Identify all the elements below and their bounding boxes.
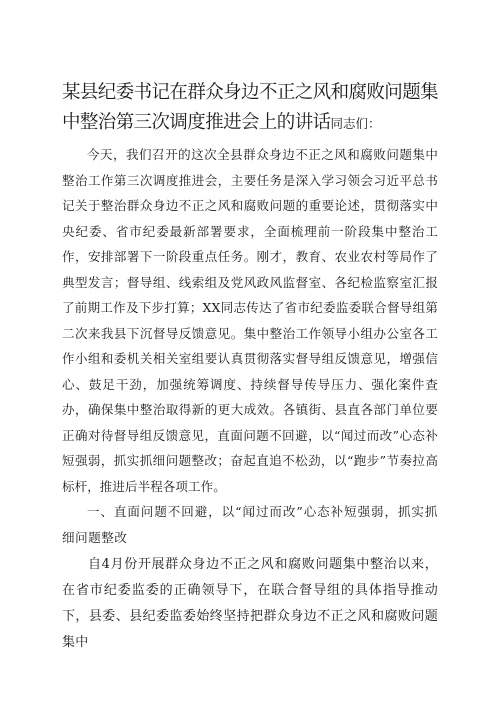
paragraph-section-1: 自4月份开展群众身边不正之风和腐败问题集中整治以来，在省市纪委监委的正确领导下，在联合督导组的具体指导推动下，县委、县纪委监委始终坚持把群众身边不正之风和腐败问题集中 (62, 557, 438, 650)
salutation: 同志们： (330, 116, 381, 131)
document-title (62, 78, 438, 139)
section-heading-1: 一、直面问题不回避，以“闻过而改”心态补短强弱，抓实抓细问题整改 (62, 504, 438, 545)
paragraph-intro: 今天，我们召开的这次全县群众身边不正之风和腐败问题集中整治工作第三次调度推进会，主要任务是深入学习领会习近平总书记关于整治群众身边不正之风和腐败问题的重要论述，贯彻落实中央纪委、省市纪委最新部署要求，全面梳理前一阶段集中整治工作，安排部署下一阶段重点任务。刚才，教育、农业农村等局作了典型发言；督导组、线索组及党风政风监督室、各纪检监察室汇报了前期工作及下步打算；XX同志传达了省市纪委监委联合督导组第二次来我县下沉督导反馈意见。集中整治工作领导小组办公室各工作小组和委机关相关室组要认真贯彻落实督导组反馈意见，增强信心、鼓足干劲，加强统筹调度、持续督导传导压力、强化案件查办，确保集中整治取得新的更大成效。各镇街、县直各部门单位要正确对待督导组反馈意见，直面问题不回避，以“闻过而改”心态补短强弱，抓实抓细问题整改；奋起直追不松劲，以“跑步”节奏拉高标杆，推进后半程各项工作。 (62, 147, 438, 494)
document-body (62, 142, 438, 656)
title-text: 某县纪委书记在群众身边不正之风和腐败问题集中整治第三次调度推进会上的讲话 (62, 82, 438, 133)
